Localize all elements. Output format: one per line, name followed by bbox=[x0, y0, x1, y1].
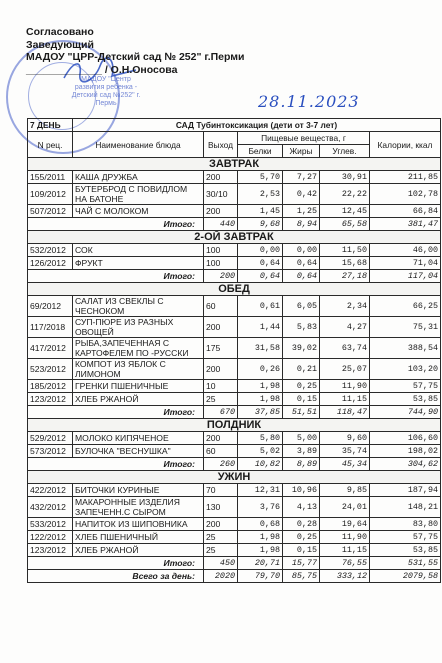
carbs-value: 9,85 bbox=[320, 484, 370, 497]
dish-yield: 25 bbox=[204, 544, 238, 557]
total-label: Итого: bbox=[28, 218, 204, 231]
dish-name: ХЛЕБ ПШЕНИЧНЫЙ bbox=[73, 531, 204, 544]
grand-yield: 2020 bbox=[204, 570, 238, 583]
protein-value: 1,98 bbox=[238, 380, 283, 393]
protein-value: 1,98 bbox=[238, 393, 283, 406]
section-header-row bbox=[28, 158, 441, 171]
recipe-number: 69/2012 bbox=[28, 296, 73, 317]
dish-name: ГРЕНКИ ПШЕНИЧНЫЕ bbox=[73, 380, 204, 393]
carbs-value: 25,07 bbox=[320, 359, 370, 380]
table-row bbox=[28, 171, 441, 184]
recipe-number: 117/2018 bbox=[28, 317, 73, 338]
total-carbs: 27,18 bbox=[320, 270, 370, 283]
carbs-value: 11,90 bbox=[320, 380, 370, 393]
fat-value: 10,96 bbox=[283, 484, 320, 497]
dish-yield: 200 bbox=[204, 171, 238, 184]
dish-name: САЛАТ ИЗ СВЕКЛЫ С ЧЕСНОКОМ bbox=[73, 296, 204, 317]
dish-yield: 100 bbox=[204, 244, 238, 257]
col-recipe-header: N рец. bbox=[28, 132, 73, 158]
col-calories-header: Калории, ккал bbox=[370, 132, 441, 158]
dish-yield: 25 bbox=[204, 393, 238, 406]
recipe-number: 573/2012 bbox=[28, 445, 73, 458]
dish-name: БИТОЧКИ КУРИНЫЕ bbox=[73, 484, 204, 497]
recipe-number: 185/2012 bbox=[28, 380, 73, 393]
table-row bbox=[28, 244, 441, 257]
dish-yield: 200 bbox=[204, 518, 238, 531]
calories-value: 53,85 bbox=[370, 393, 441, 406]
total-protein: 20,71 bbox=[238, 557, 283, 570]
fat-value: 0,15 bbox=[283, 544, 320, 557]
total-carbs: 118,47 bbox=[320, 406, 370, 419]
recipe-number: 507/2012 bbox=[28, 205, 73, 218]
dish-name: СУП-ПЮРЕ ИЗ РАЗНЫХ ОВОЩЕЙ bbox=[73, 317, 204, 338]
calories-value: 187,94 bbox=[370, 484, 441, 497]
fat-value: 0,64 bbox=[283, 257, 320, 270]
carbs-value: 9,60 bbox=[320, 432, 370, 445]
table-row bbox=[28, 531, 441, 544]
table-row bbox=[28, 317, 441, 338]
section-title: ОБЕД bbox=[28, 283, 441, 296]
fat-value: 3,89 bbox=[283, 445, 320, 458]
fat-value: 0,42 bbox=[283, 184, 320, 205]
recipe-number: 155/2011 bbox=[28, 171, 73, 184]
dish-name: КОМПОТ ИЗ ЯБЛОК С ЛИМОНОМ bbox=[73, 359, 204, 380]
grand-total-row bbox=[28, 570, 441, 583]
table-row bbox=[28, 518, 441, 531]
fat-value: 0,25 bbox=[283, 531, 320, 544]
dish-yield: 30/10 bbox=[204, 184, 238, 205]
carbs-value: 11,90 bbox=[320, 531, 370, 544]
total-yield: 440 bbox=[204, 218, 238, 231]
table-row bbox=[28, 380, 441, 393]
total-label: Итого: bbox=[28, 406, 204, 419]
total-calories: 744,90 bbox=[370, 406, 441, 419]
table-row bbox=[28, 296, 441, 317]
section-total-row bbox=[28, 406, 441, 419]
dish-yield: 70 bbox=[204, 484, 238, 497]
dish-yield: 200 bbox=[204, 432, 238, 445]
dish-name: ХЛЕБ РЖАНОЙ bbox=[73, 393, 204, 406]
table-row bbox=[28, 359, 441, 380]
stamp-text: МАДОУ "Центр развития ребенка - Детский сад №252" г. Пермь bbox=[71, 76, 141, 107]
col-fat-header: Жиры bbox=[283, 145, 320, 158]
calories-value: 53,85 bbox=[370, 544, 441, 557]
dish-name: СОК bbox=[73, 244, 204, 257]
dish-name: ЧАЙ С МОЛОКОМ bbox=[73, 205, 204, 218]
fat-value: 0,21 bbox=[283, 359, 320, 380]
dish-yield: 200 bbox=[204, 359, 238, 380]
table-row bbox=[28, 432, 441, 445]
total-protein: 0,64 bbox=[238, 270, 283, 283]
total-fat: 0,64 bbox=[283, 270, 320, 283]
section-title: ЗАВТРАК bbox=[28, 158, 441, 171]
total-calories: 381,47 bbox=[370, 218, 441, 231]
total-fat: 8,89 bbox=[283, 458, 320, 471]
carbs-value: 35,74 bbox=[320, 445, 370, 458]
table-row bbox=[28, 497, 441, 518]
fat-value: 1,25 bbox=[283, 205, 320, 218]
total-carbs: 45,34 bbox=[320, 458, 370, 471]
total-yield: 450 bbox=[204, 557, 238, 570]
dish-yield: 100 bbox=[204, 257, 238, 270]
approval-line-3: МАДОУ "ЦРР-Детский сад № 252" г.Перми bbox=[26, 51, 245, 63]
recipe-number: 123/2012 bbox=[28, 544, 73, 557]
total-protein: 37,85 bbox=[238, 406, 283, 419]
section-title: УЖИН bbox=[28, 471, 441, 484]
protein-value: 1,44 bbox=[238, 317, 283, 338]
protein-value: 0,00 bbox=[238, 244, 283, 257]
calories-value: 66,25 bbox=[370, 296, 441, 317]
dish-yield: 25 bbox=[204, 531, 238, 544]
protein-value: 5,02 bbox=[238, 445, 283, 458]
total-label: Итого: bbox=[28, 270, 204, 283]
recipe-number: 417/2012 bbox=[28, 338, 73, 359]
approval-line-4: _____________ / О.Н.Оносова bbox=[26, 63, 178, 76]
protein-value: 0,64 bbox=[238, 257, 283, 270]
calories-value: 103,20 bbox=[370, 359, 441, 380]
fat-value: 0,28 bbox=[283, 518, 320, 531]
dish-name: КАША ДРУЖБА bbox=[73, 171, 204, 184]
protein-value: 1,98 bbox=[238, 531, 283, 544]
total-yield: 260 bbox=[204, 458, 238, 471]
col-protein-header: Белки bbox=[238, 145, 283, 158]
carbs-value: 11,50 bbox=[320, 244, 370, 257]
section-title: ПОЛДНИК bbox=[28, 419, 441, 432]
calories-value: 198,02 bbox=[370, 445, 441, 458]
grand-fat: 85,75 bbox=[283, 570, 320, 583]
carbs-value: 22,22 bbox=[320, 184, 370, 205]
section-title: 2-ОЙ ЗАВТРАК bbox=[28, 231, 441, 244]
dish-name: БУТЕРБРОД С ПОВИДЛОМ НА БАТОНЕ bbox=[73, 184, 204, 205]
dish-yield: 60 bbox=[204, 296, 238, 317]
dish-name: БУЛОЧКА "ВЕСНУШКА" bbox=[73, 445, 204, 458]
fat-value: 6,05 bbox=[283, 296, 320, 317]
calories-value: 83,80 bbox=[370, 518, 441, 531]
total-label: Итого: bbox=[28, 557, 204, 570]
dish-name: РЫБА,ЗАПЕЧЕННАЯ С КАРТОФЕЛЕМ ПО -РУССКИ bbox=[73, 338, 204, 359]
carbs-value: 4,27 bbox=[320, 317, 370, 338]
recipe-number: 109/2012 bbox=[28, 184, 73, 205]
calories-value: 71,04 bbox=[370, 257, 441, 270]
recipe-number: 529/2012 bbox=[28, 432, 73, 445]
section-total-row bbox=[28, 270, 441, 283]
recipe-number: 123/2012 bbox=[28, 393, 73, 406]
dish-name: НАПИТОК ИЗ ШИПОВНИКА bbox=[73, 518, 204, 531]
total-fat: 8,94 bbox=[283, 218, 320, 231]
carbs-value: 11,15 bbox=[320, 544, 370, 557]
calories-value: 148,21 bbox=[370, 497, 441, 518]
total-protein: 9,68 bbox=[238, 218, 283, 231]
dish-name: ХЛЕБ РЖАНОЙ bbox=[73, 544, 204, 557]
approval-block bbox=[26, 26, 245, 76]
total-carbs: 65,58 bbox=[320, 218, 370, 231]
carbs-value: 11,15 bbox=[320, 393, 370, 406]
dish-yield: 130 bbox=[204, 497, 238, 518]
protein-value: 1,98 bbox=[238, 544, 283, 557]
table-row bbox=[28, 445, 441, 458]
protein-value: 0,26 bbox=[238, 359, 283, 380]
total-carbs: 76,55 bbox=[320, 557, 370, 570]
carbs-value: 12,45 bbox=[320, 205, 370, 218]
section-header-row bbox=[28, 419, 441, 432]
day-label: 7 ДЕНЬ bbox=[28, 119, 73, 132]
table-row bbox=[28, 338, 441, 359]
dish-yield: 175 bbox=[204, 338, 238, 359]
carbs-value: 15,68 bbox=[320, 257, 370, 270]
col-dish-header: Наименование блюда bbox=[73, 132, 204, 158]
recipe-number: 422/2012 bbox=[28, 484, 73, 497]
fat-value: 5,83 bbox=[283, 317, 320, 338]
grand-protein: 79,70 bbox=[238, 570, 283, 583]
recipe-number: 432/2012 bbox=[28, 497, 73, 518]
protein-value: 31,58 bbox=[238, 338, 283, 359]
dish-yield: 200 bbox=[204, 317, 238, 338]
protein-value: 1,45 bbox=[238, 205, 283, 218]
recipe-number: 126/2012 bbox=[28, 257, 73, 270]
approval-line-1: Согласовано bbox=[26, 26, 94, 38]
fat-value: 0,25 bbox=[283, 380, 320, 393]
calories-value: 211,85 bbox=[370, 171, 441, 184]
table-title: САД Тубинтоксикация (дети от 3-7 лет) bbox=[73, 119, 441, 132]
carbs-value: 30,91 bbox=[320, 171, 370, 184]
protein-value: 5,80 bbox=[238, 432, 283, 445]
carbs-value: 19,64 bbox=[320, 518, 370, 531]
calories-value: 102,78 bbox=[370, 184, 441, 205]
table-row bbox=[28, 257, 441, 270]
section-total-row bbox=[28, 218, 441, 231]
fat-value: 0,15 bbox=[283, 393, 320, 406]
total-fat: 51,51 bbox=[283, 406, 320, 419]
total-calories: 117,04 bbox=[370, 270, 441, 283]
protein-value: 3,76 bbox=[238, 497, 283, 518]
table-row bbox=[28, 393, 441, 406]
recipe-number: 122/2012 bbox=[28, 531, 73, 544]
protein-value: 12,31 bbox=[238, 484, 283, 497]
menu-table bbox=[27, 118, 441, 583]
section-header-row bbox=[28, 231, 441, 244]
fat-value: 7,27 bbox=[283, 171, 320, 184]
grand-calories: 2079,58 bbox=[370, 570, 441, 583]
protein-value: 5,70 bbox=[238, 171, 283, 184]
protein-value: 0,68 bbox=[238, 518, 283, 531]
total-label: Итого: bbox=[28, 458, 204, 471]
total-calories: 304,62 bbox=[370, 458, 441, 471]
total-yield: 670 bbox=[204, 406, 238, 419]
total-protein: 10,82 bbox=[238, 458, 283, 471]
calories-value: 57,75 bbox=[370, 531, 441, 544]
dish-yield: 10 bbox=[204, 380, 238, 393]
fat-value: 0,00 bbox=[283, 244, 320, 257]
table-row bbox=[28, 184, 441, 205]
carbs-value: 24,01 bbox=[320, 497, 370, 518]
calories-value: 106,60 bbox=[370, 432, 441, 445]
grand-carbs: 333,12 bbox=[320, 570, 370, 583]
total-fat: 15,77 bbox=[283, 557, 320, 570]
dish-yield: 200 bbox=[204, 205, 238, 218]
dish-name: МОЛОКО КИПЯЧЕНОЕ bbox=[73, 432, 204, 445]
total-calories: 531,55 bbox=[370, 557, 441, 570]
recipe-number: 533/2012 bbox=[28, 518, 73, 531]
table-row bbox=[28, 484, 441, 497]
section-header-row bbox=[28, 471, 441, 484]
carbs-value: 2,34 bbox=[320, 296, 370, 317]
protein-value: 2,53 bbox=[238, 184, 283, 205]
section-total-row bbox=[28, 557, 441, 570]
protein-value: 0,61 bbox=[238, 296, 283, 317]
dish-yield: 60 bbox=[204, 445, 238, 458]
approval-line-2: Заведующий bbox=[26, 38, 94, 51]
table-row bbox=[28, 544, 441, 557]
calories-value: 57,75 bbox=[370, 380, 441, 393]
fat-value: 5,00 bbox=[283, 432, 320, 445]
total-yield: 200 bbox=[204, 270, 238, 283]
fat-value: 4,13 bbox=[283, 497, 320, 518]
grand-total-label: Всего за день: bbox=[28, 570, 204, 583]
dish-name: ФРУКТ bbox=[73, 257, 204, 270]
carbs-value: 63,74 bbox=[320, 338, 370, 359]
calories-value: 75,31 bbox=[370, 317, 441, 338]
calories-value: 388,54 bbox=[370, 338, 441, 359]
col-yield-header: Выход bbox=[204, 132, 238, 158]
calories-value: 46,00 bbox=[370, 244, 441, 257]
handwritten-date: 28.11.2023 bbox=[258, 92, 360, 111]
table-row bbox=[28, 205, 441, 218]
dish-name: МАКАРОННЫЕ ИЗДЕЛИЯ ЗАПЕЧЕНН.С СЫРОМ bbox=[73, 497, 204, 518]
col-carbs-header: Углев. bbox=[320, 145, 370, 158]
section-header-row bbox=[28, 283, 441, 296]
col-nutrients-header: Пищевые вещества, г bbox=[238, 132, 370, 145]
recipe-number: 532/2012 bbox=[28, 244, 73, 257]
fat-value: 39,02 bbox=[283, 338, 320, 359]
recipe-number: 523/2012 bbox=[28, 359, 73, 380]
section-total-row bbox=[28, 458, 441, 471]
calories-value: 66,84 bbox=[370, 205, 441, 218]
